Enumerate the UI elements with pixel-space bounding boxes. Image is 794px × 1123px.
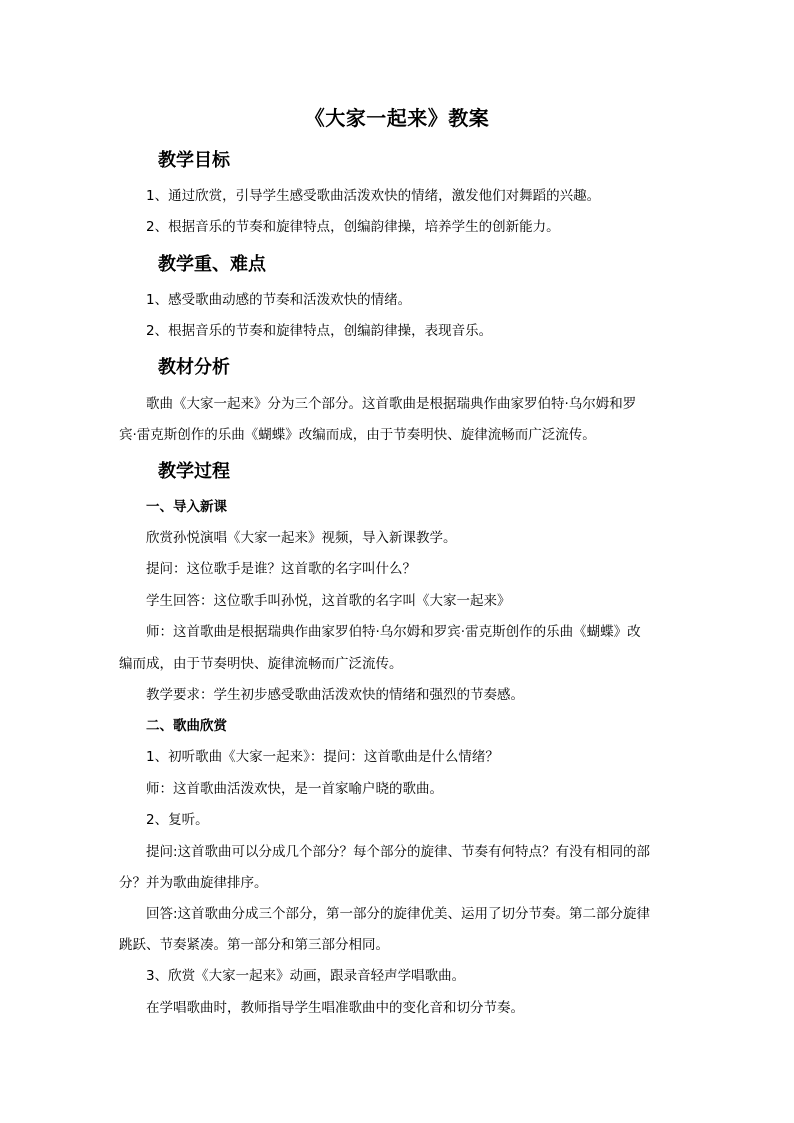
intro-line-4: 师：这首歌曲是根据瑞典作曲家罗伯特·乌尔姆和罗宾·雷克斯创作的乐曲《蝴蝶》改 xyxy=(146,624,641,640)
section-heading-goals: 教学目标 xyxy=(158,150,230,171)
document-title: 《大家一起来》教案 xyxy=(304,106,490,130)
section-heading-keypoints: 教学重、难点 xyxy=(158,254,266,275)
appreciation-line-9: 在学唱歌曲时，教师指导学生唱准歌曲中的变化音和切分节奏。 xyxy=(146,1000,524,1016)
appreciation-line-1: 1、初听歌曲《大家一起来》：提问：这首歌曲是什么情绪？ xyxy=(146,749,499,765)
section-heading-process: 教学过程 xyxy=(158,461,230,482)
subsection-heading-appreciation: 二、歌曲欣赏 xyxy=(146,718,227,734)
appreciation-line-3: 2、复听。 xyxy=(146,812,209,828)
goal-item-1: 1、通过欣赏，引导学生感受歌曲活泼欢快的情绪，激发他们对舞蹈的兴趣。 xyxy=(146,188,601,204)
analysis-line-2: 宾·雷克斯创作的乐曲《蝴蝶》改编而成，由于节奏明快、旋律流畅而广泛流传。 xyxy=(119,427,596,443)
keypoint-item-1: 1、感受歌曲动感的节奏和活泼欢快的情绪。 xyxy=(146,292,412,308)
appreciation-line-5: 分？并为歌曲旋律排序。 xyxy=(119,875,268,891)
appreciation-line-4: 提问:这首歌曲可以分成几个部分？每个部分的旋律、节奏有何特点？有没有相同的部 xyxy=(146,844,651,860)
goal-item-2: 2、根据音乐的节奏和旋律特点，创编韵律操，培养学生的创新能力。 xyxy=(146,219,560,235)
section-heading-analysis: 教材分析 xyxy=(158,357,230,378)
intro-line-6: 教学要求：学生初步感受歌曲活泼欢快的情绪和强烈的节奏感。 xyxy=(146,687,524,703)
intro-line-2: 提问：这位歌手是谁？这首歌的名字叫什么？ xyxy=(146,561,416,577)
subsection-heading-intro: 一、导入新课 xyxy=(146,499,227,515)
intro-line-5: 编而成，由于节奏明快、旋律流畅而广泛流传。 xyxy=(119,656,403,672)
analysis-line-1: 歌曲《大家一起来》分为三个部分。这首歌曲是根据瑞典作曲家罗伯特·乌尔姆和罗 xyxy=(146,396,637,412)
intro-line-3: 学生回答：这位歌手叫孙悦，这首歌的名字叫《大家一起来》 xyxy=(146,593,511,609)
keypoint-item-2: 2、根据音乐的节奏和旋律特点，创编韵律操，表现音乐。 xyxy=(146,323,493,339)
appreciation-line-2: 师：这首歌曲活泼欢快，是一首家喻户晓的歌曲。 xyxy=(146,781,443,797)
appreciation-line-8: 3、欣赏《大家一起来》动画，跟录音轻声学唱歌曲。 xyxy=(146,968,466,984)
appreciation-line-7: 跳跃、节奏紧凑。第一部分和第三部分相同。 xyxy=(119,937,389,953)
appreciation-line-6: 回答:这首歌曲分成三个部分，第一部分的旋律优美、运用了切分节奏。第二部分旋律 xyxy=(146,906,651,922)
intro-line-1: 欣赏孙悦演唱《大家一起来》视频，导入新课教学。 xyxy=(146,530,457,546)
